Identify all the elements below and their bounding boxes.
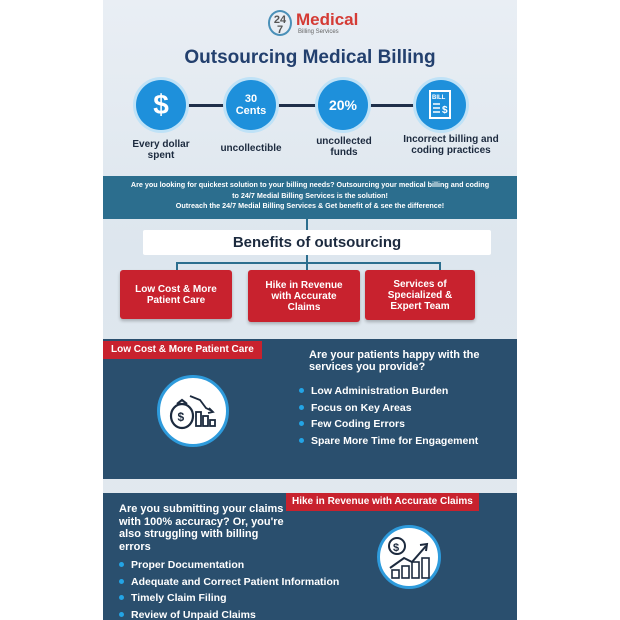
page-title: Outsourcing Medical Billing [184,47,436,68]
connector [176,262,178,270]
logo-mark-icon: 24 7 [268,10,292,36]
bill-icon [416,80,466,130]
list-item: Few Coding Errors [299,416,514,433]
list-item: Proper Documentation [119,557,389,574]
list-item: Review of Unpaid Claims [119,607,389,620]
list-item: Timely Claim Filing [119,590,389,607]
svg-text:$: $ [177,410,185,424]
stat-label: Every dollar spent [132,139,190,161]
benefit-card: Low Cost & More Patient Care [120,270,232,319]
list-item: Spare More Time for Engagement [299,433,514,450]
section-tag: Low Cost & More Patient Care [103,341,262,359]
logo-tagline: Billing Services [298,29,339,35]
money-bag-graphic [160,378,226,444]
logo-name: Medical [296,10,359,29]
section-tag: Hike in Revenue with Accurate Claims [286,493,479,511]
list-item: Low Administration Burden [299,383,514,400]
banner-line: Outreach the 24/7 Medial Billing Services & Get benefit of & see the difference! [175,201,445,210]
benefit-card: Services of Specialized & Expert Team [365,270,475,320]
svg-text:$: $ [393,542,400,554]
section-hike-revenue [103,493,517,620]
stat-value: $ [153,89,169,120]
bill-text: BILL [432,95,446,101]
connector [439,262,441,270]
stat-circle-cents [226,80,276,130]
infographic [103,0,517,620]
section-question: Are your patients happy with the services you provide? [309,349,480,373]
intro-banner [103,176,517,219]
logo [268,10,378,40]
section-question: Are you submitting your claims with 100% accuracy? Or, you're also struggling with billing errors [119,503,284,553]
svg-text:$: $ [442,105,448,116]
section-bullets [299,383,514,449]
section-bullets [119,557,389,620]
stat-value: 20% [328,97,358,113]
benefit-card: Hike in Revenue with Accurate Claims [248,270,360,322]
stat-label: Incorrect billing and coding practices [403,134,499,156]
banner-line: to 24/7 Medial Billing Services is the solution! [232,190,388,200]
list-item: Focus on Key Areas [299,400,514,417]
stat-label: uncollectible [220,143,282,154]
stat-value: 30 Cents [235,93,267,117]
connector [306,262,308,270]
benefits-heading: Benefits of outsourcing [143,230,491,255]
money-bag-chart-icon [157,375,229,447]
stat-circle-percent [318,80,368,130]
list-item: Adequate and Correct Patient Information [119,574,389,591]
stat-label: uncollected funds [316,136,372,158]
dollar-icon [136,80,186,130]
connector [176,262,440,264]
banner-line: Are you looking for quickest solution to your billing needs? Outsourcing your medical billing and coding [130,180,490,189]
bill-graphic [424,88,458,122]
section-low-cost [103,339,517,479]
